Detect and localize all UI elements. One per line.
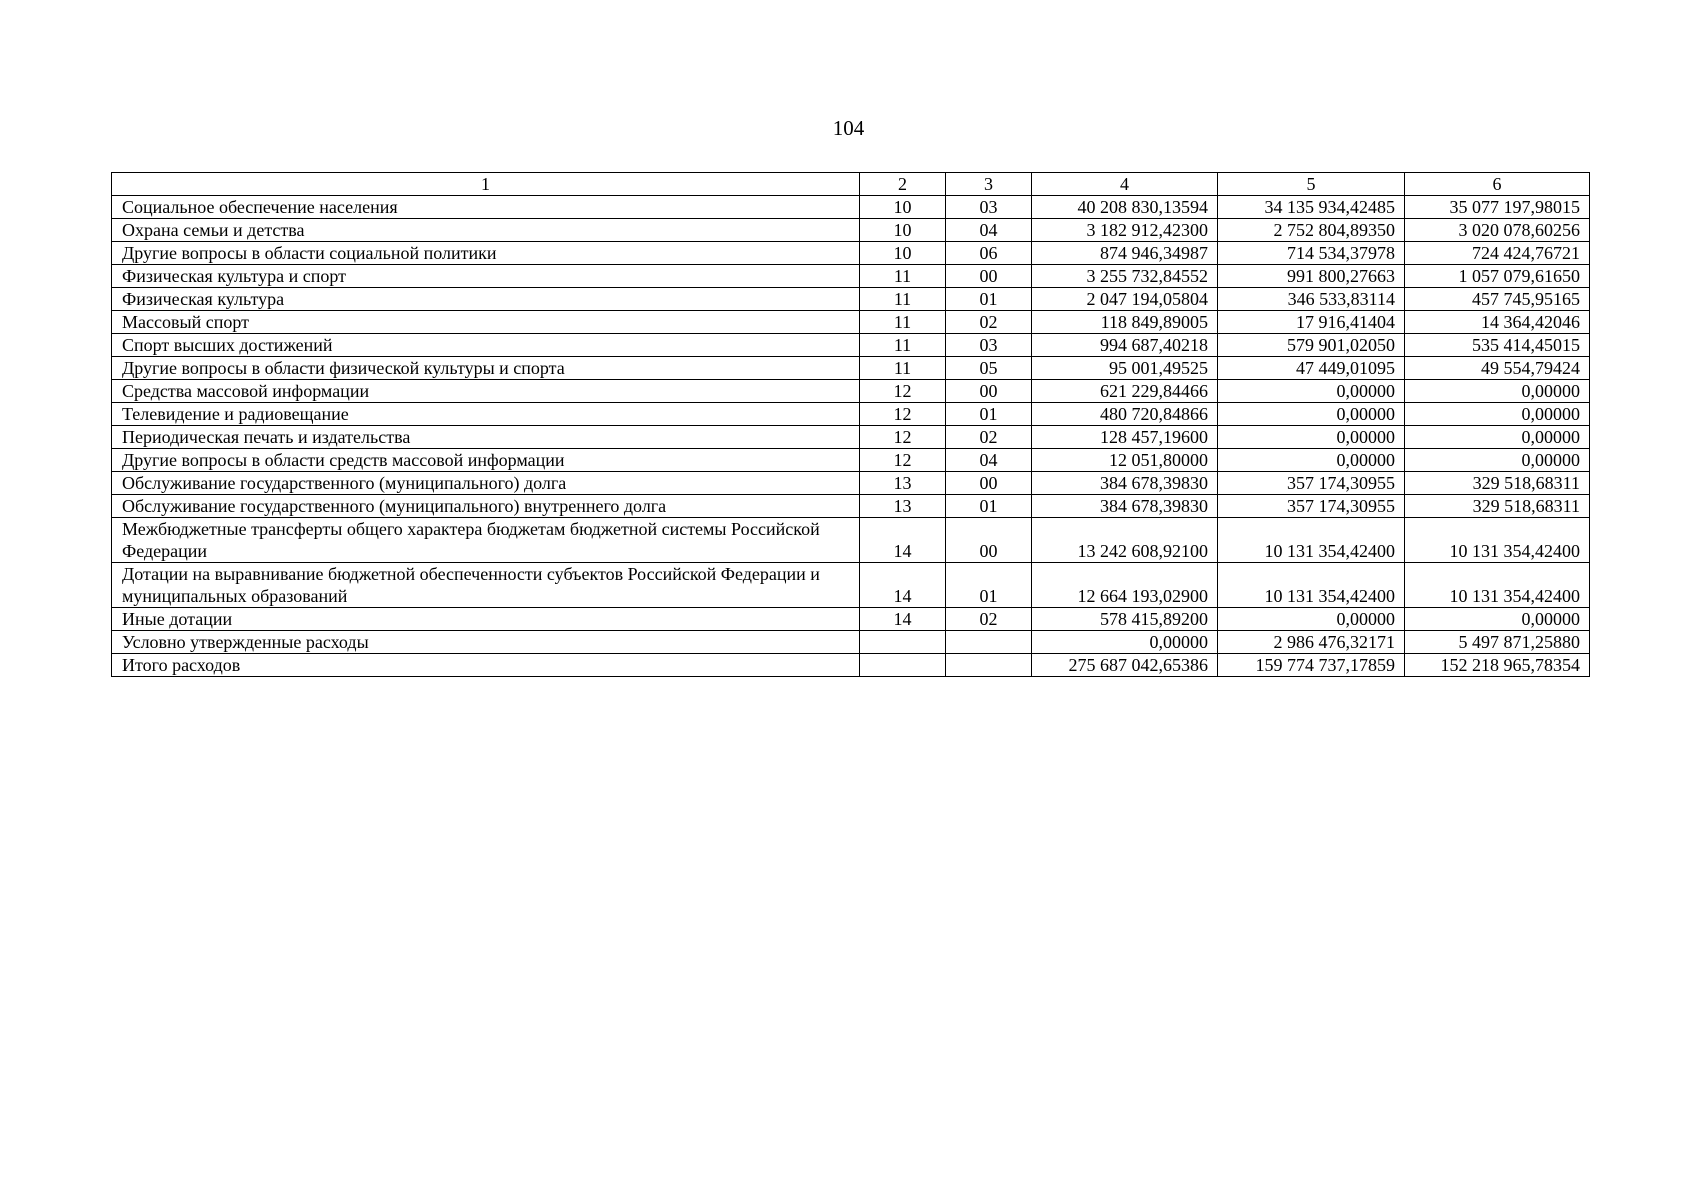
table-row	[112, 242, 1590, 265]
table-row	[112, 357, 1590, 380]
row-name: Охрана семьи и детства	[112, 219, 860, 242]
row-section-code: 10	[860, 196, 946, 219]
row-amount-3: 0,00000	[1405, 608, 1590, 631]
table-row	[112, 380, 1590, 403]
row-section-code: 14	[860, 563, 946, 608]
row-amount-3: 10 131 354,42400	[1405, 518, 1590, 563]
row-amount-2: 714 534,37978	[1218, 242, 1405, 265]
row-amount-1: 384 678,39830	[1032, 495, 1218, 518]
table-body	[112, 196, 1590, 677]
row-amount-3: 5 497 871,25880	[1405, 631, 1590, 654]
row-amount-3: 3 020 078,60256	[1405, 219, 1590, 242]
row-amount-1: 3 182 912,42300	[1032, 219, 1218, 242]
row-amount-1: 128 457,19600	[1032, 426, 1218, 449]
row-amount-2: 47 449,01095	[1218, 357, 1405, 380]
row-section-code: 14	[860, 518, 946, 563]
row-name: Периодическая печать и издательства	[112, 426, 860, 449]
table-row	[112, 311, 1590, 334]
row-amount-1: 384 678,39830	[1032, 472, 1218, 495]
row-amount-2: 2 986 476,32171	[1218, 631, 1405, 654]
row-amount-3: 535 414,45015	[1405, 334, 1590, 357]
row-amount-1: 480 720,84866	[1032, 403, 1218, 426]
row-amount-2: 0,00000	[1218, 426, 1405, 449]
row-section-code: 12	[860, 426, 946, 449]
budget-expenditure-table	[111, 172, 1590, 677]
row-subsection-code: 02	[946, 426, 1032, 449]
row-name: Массовый спорт	[112, 311, 860, 334]
row-amount-1: 13 242 608,92100	[1032, 518, 1218, 563]
row-amount-3: 0,00000	[1405, 380, 1590, 403]
row-subsection-code: 02	[946, 608, 1032, 631]
row-subsection-code: 05	[946, 357, 1032, 380]
row-amount-1: 12 664 193,02900	[1032, 563, 1218, 608]
row-amount-3: 0,00000	[1405, 449, 1590, 472]
row-amount-3: 35 077 197,98015	[1405, 196, 1590, 219]
row-amount-3: 724 424,76721	[1405, 242, 1590, 265]
row-amount-3: 152 218 965,78354	[1405, 654, 1590, 677]
row-amount-1: 40 208 830,13594	[1032, 196, 1218, 219]
row-amount-1: 578 415,89200	[1032, 608, 1218, 631]
row-section-code: 10	[860, 242, 946, 265]
row-subsection-code: 02	[946, 311, 1032, 334]
row-name: Другие вопросы в области социальной политики	[112, 242, 860, 265]
row-name: Итого расходов	[112, 654, 860, 677]
row-amount-3: 1 057 079,61650	[1405, 265, 1590, 288]
row-amount-2: 346 533,83114	[1218, 288, 1405, 311]
row-name: Телевидение и радиовещание	[112, 403, 860, 426]
row-amount-1: 621 229,84466	[1032, 380, 1218, 403]
row-amount-2: 0,00000	[1218, 380, 1405, 403]
row-subsection-code: 03	[946, 196, 1032, 219]
row-amount-1: 95 001,49525	[1032, 357, 1218, 380]
row-subsection-code: 01	[946, 288, 1032, 311]
column-header-amount-1: 4	[1032, 173, 1218, 196]
table-row	[112, 265, 1590, 288]
row-name: Спорт высших достижений	[112, 334, 860, 357]
page-number: 104	[832, 116, 865, 140]
row-amount-1: 2 047 194,05804	[1032, 288, 1218, 311]
row-name: Дотации на выравнивание бюджетной обеспеченности субъектов Российской Федерации и муниципальных образований	[112, 563, 860, 608]
row-name: Социальное обеспечение населения	[112, 196, 860, 219]
row-name: Условно утвержденные расходы	[112, 631, 860, 654]
row-section-code: 12	[860, 380, 946, 403]
table-row	[112, 472, 1590, 495]
column-header-subsection: 3	[946, 173, 1032, 196]
row-section-code: 14	[860, 608, 946, 631]
table-row	[112, 334, 1590, 357]
row-amount-2: 17 916,41404	[1218, 311, 1405, 334]
row-subsection-code: 00	[946, 518, 1032, 563]
row-amount-1: 874 946,34987	[1032, 242, 1218, 265]
row-amount-1: 0,00000	[1032, 631, 1218, 654]
row-subsection-code: 04	[946, 219, 1032, 242]
row-amount-3: 329 518,68311	[1405, 495, 1590, 518]
row-amount-3: 457 745,95165	[1405, 288, 1590, 311]
table-row	[112, 426, 1590, 449]
row-name: Другие вопросы в области физической культуры и спорта	[112, 357, 860, 380]
table-row	[112, 288, 1590, 311]
row-amount-3: 10 131 354,42400	[1405, 563, 1590, 608]
row-amount-3: 49 554,79424	[1405, 357, 1590, 380]
row-section-code	[860, 654, 946, 677]
column-header-amount-2: 5	[1218, 173, 1405, 196]
row-subsection-code	[946, 654, 1032, 677]
row-section-code: 10	[860, 219, 946, 242]
row-amount-2: 0,00000	[1218, 449, 1405, 472]
row-name: Межбюджетные трансферты общего характера бюджетам бюджетной системы Российской Федерации	[112, 518, 860, 563]
row-subsection-code: 03	[946, 334, 1032, 357]
table-row	[112, 196, 1590, 219]
row-name: Другие вопросы в области средств массовой информации	[112, 449, 860, 472]
row-name: Физическая культура и спорт	[112, 265, 860, 288]
row-amount-2: 579 901,02050	[1218, 334, 1405, 357]
row-section-code: 13	[860, 495, 946, 518]
row-amount-2: 0,00000	[1218, 403, 1405, 426]
row-section-code: 13	[860, 472, 946, 495]
table-row	[112, 219, 1590, 242]
row-section-code: 12	[860, 403, 946, 426]
row-subsection-code: 01	[946, 563, 1032, 608]
row-section-code: 11	[860, 357, 946, 380]
row-amount-3: 329 518,68311	[1405, 472, 1590, 495]
row-section-code: 12	[860, 449, 946, 472]
row-amount-2: 357 174,30955	[1218, 495, 1405, 518]
table-row	[112, 495, 1590, 518]
column-header-amount-3: 6	[1405, 173, 1590, 196]
row-name: Физическая культура	[112, 288, 860, 311]
row-amount-1: 3 255 732,84552	[1032, 265, 1218, 288]
row-amount-3: 0,00000	[1405, 426, 1590, 449]
row-subsection-code: 00	[946, 380, 1032, 403]
table-row	[112, 631, 1590, 654]
row-amount-2: 10 131 354,42400	[1218, 518, 1405, 563]
row-amount-1: 12 051,80000	[1032, 449, 1218, 472]
row-amount-2: 34 135 934,42485	[1218, 196, 1405, 219]
row-amount-1: 994 687,40218	[1032, 334, 1218, 357]
row-amount-2: 2 752 804,89350	[1218, 219, 1405, 242]
row-amount-2: 10 131 354,42400	[1218, 563, 1405, 608]
row-subsection-code	[946, 631, 1032, 654]
row-amount-2: 991 800,27663	[1218, 265, 1405, 288]
row-amount-2: 159 774 737,17859	[1218, 654, 1405, 677]
row-name: Средства массовой информации	[112, 380, 860, 403]
row-section-code	[860, 631, 946, 654]
row-subsection-code: 01	[946, 495, 1032, 518]
table-row	[112, 563, 1590, 608]
row-section-code: 11	[860, 334, 946, 357]
row-amount-2: 0,00000	[1218, 608, 1405, 631]
row-section-code: 11	[860, 265, 946, 288]
row-amount-1: 275 687 042,65386	[1032, 654, 1218, 677]
table-row	[112, 403, 1590, 426]
table-row	[112, 608, 1590, 631]
row-name: Обслуживание государственного (муниципального) долга	[112, 472, 860, 495]
column-header-name: 1	[112, 173, 860, 196]
table-row	[112, 518, 1590, 563]
row-subsection-code: 06	[946, 242, 1032, 265]
row-amount-3: 14 364,42046	[1405, 311, 1590, 334]
row-section-code: 11	[860, 288, 946, 311]
row-subsection-code: 00	[946, 472, 1032, 495]
table-row	[112, 654, 1590, 677]
table-header-row	[112, 173, 1590, 196]
row-section-code: 11	[860, 311, 946, 334]
row-subsection-code: 00	[946, 265, 1032, 288]
table-row	[112, 449, 1590, 472]
column-header-section: 2	[860, 173, 946, 196]
row-amount-3: 0,00000	[1405, 403, 1590, 426]
row-name: Обслуживание государственного (муниципального) внутреннего долга	[112, 495, 860, 518]
row-name: Иные дотации	[112, 608, 860, 631]
row-amount-2: 357 174,30955	[1218, 472, 1405, 495]
row-amount-1: 118 849,89005	[1032, 311, 1218, 334]
row-subsection-code: 01	[946, 403, 1032, 426]
row-subsection-code: 04	[946, 449, 1032, 472]
